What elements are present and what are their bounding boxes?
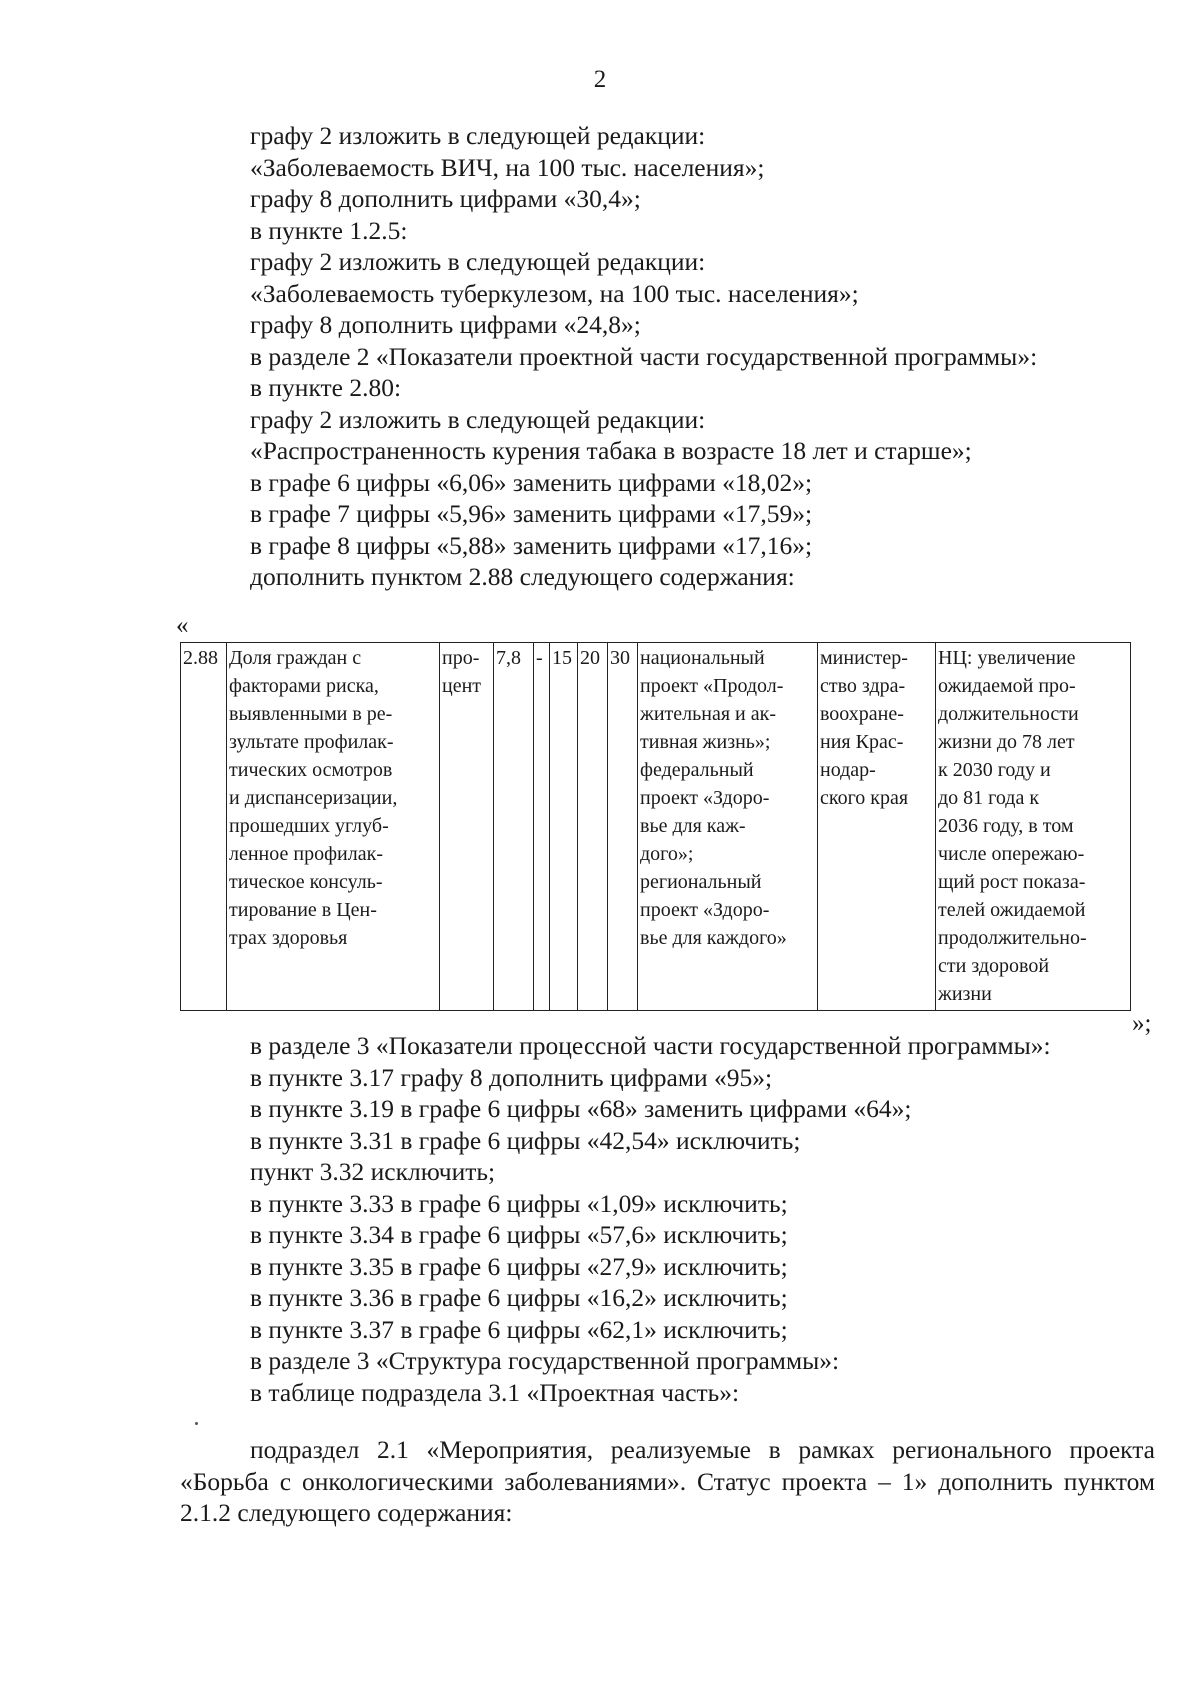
text-line: в пункте 3.17 графу 8 дополнить цифрами «95»; [250,1062,773,1092]
text-line: графу 8 дополнить цифрами «30,4»; [250,184,641,213]
text-line: «Заболеваемость туберкулезом, на 100 тыс. населения»; [250,278,859,308]
text-line: в графе 8 цифры «5,88» заменить цифрами «17,16»; [250,530,813,560]
text-line: «Заболеваемость ВИЧ, на 100 тыс. населения»; [250,152,765,182]
cell-base-value: 7,8 [494,643,534,1011]
final-paragraph [180,1434,1155,1529]
cell-year-1: - [534,643,550,1011]
text-line: в графе 7 цифры «5,96» заменить цифрами «17,59»; [250,499,813,528]
text-line: графу 2 изложить в следующей редакции: [250,121,706,150]
amendment-lines-bottom [250,1030,1150,1408]
page-number: 2 [593,66,607,93]
text-line: дополнить пунктом 2.88 следующего содержания: [250,562,795,591]
text-line: в пункте 3.19 в графе 6 цифры «68» заменить цифрами «64»; [250,1094,912,1123]
text-line: графу 8 дополнить цифрами «24,8»; [250,310,641,339]
cell-goal: НЦ: увеличение ожидаемой про- должительности жизни до 78 лет к 2030 году и до 81 года к 2036 году, в том числе опережаю- щий рост показа- телей ожидаемой продолжительно- сти здоровой жизни [936,643,1131,1011]
text-line: графу 2 изложить в следующей редакции: [250,247,706,276]
text-line: в пункте 3.36 в графе 6 цифры «16,2» исключить; [250,1283,788,1312]
text-line: пункт 3.32 исключить; [250,1157,496,1186]
text-line: в графе 6 цифры «6,06» заменить цифрами «18,02»; [250,467,813,497]
cell-unit: про- цент [440,643,494,1011]
cell-year-4: 30 [608,643,638,1011]
table-close-quote: »; [1132,1010,1152,1037]
text-line: в пункте 3.37 в графе 6 цифры «62,1» исключить; [250,1314,788,1344]
amendment-lines-top [250,120,1150,593]
text-line: в пункте 3.31 в графе 6 цифры «42,54» исключить; [250,1125,801,1155]
text-line: в пункте 3.34 в графе 6 цифры «57,6» исключить; [250,1220,788,1249]
cell-project: национальный проект «Продол- жительная и ак- тивная жизнь»; федеральный проект «Здоро- вье для каж- дого»; региональный проект «Здоро- вье для каждого» [638,643,818,1011]
paragraph-text: подраздел 2.1 «Мероприятия, реализуемые в рамках регионального проекта «Борьба с онкологическими заболеваниями». Статус проекта – 1» дополнить пунктом 2.1.2 следующего содержания: [180,1435,1155,1527]
table-open-quote: « [176,612,189,639]
text-line: в пункте 1.2.5: [250,215,408,245]
text-line: «Распространенность курения табака в возрасте 18 лет и старше»; [250,436,972,465]
cell-year-2: 15 [550,643,578,1011]
cell-ministry: министер- ство здра- воохране- ния Крас- нодар- ского края [818,643,936,1011]
inserted-row-table [180,642,1131,1011]
cell-number: 2.88 [181,643,227,1011]
table-row [181,643,1131,1011]
text-line: в разделе 3 «Показатели процессной части государственной программы»: [250,1031,1051,1060]
cell-indicator-name: Доля граждан с факторами риска, выявленными в ре- зультате профилак- тических осмотров и диспансеризации, прошедших углуб- ленное профилак- тическое консуль- тирование в Цен- трах здоровья [227,643,440,1011]
text-line: графу 2 изложить в следующей редакции: [250,404,706,434]
cell-year-3: 20 [578,643,608,1011]
scan-speck [195,1422,198,1425]
text-line: в пункте 2.80: [250,373,402,402]
text-line: в пункте 3.35 в графе 6 цифры «27,9» исключить; [250,1251,788,1281]
text-line: в таблице подраздела 3.1 «Проектная часть»: [250,1377,740,1407]
text-line: в разделе 2 «Показатели проектной части государственной программы»: [250,341,1038,371]
text-line: в пункте 3.33 в графе 6 цифры «1,09» исключить; [250,1188,788,1218]
text-line: в разделе 3 «Структура государственной программы»: [250,1346,840,1375]
